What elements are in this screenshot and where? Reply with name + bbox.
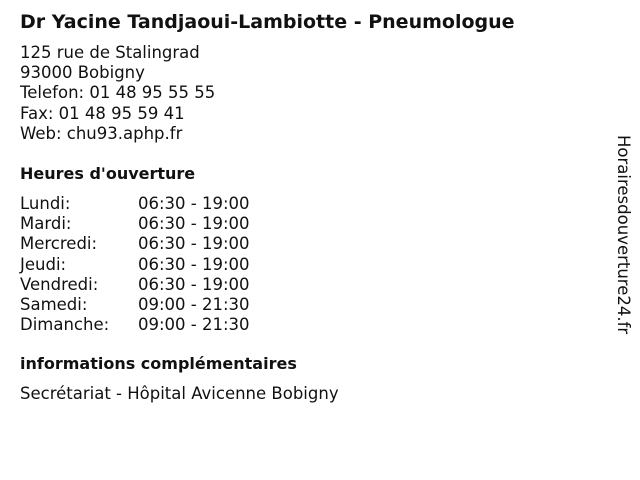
additional-info-text: Secrétariat - Hôpital Avicenne Bobigny	[20, 384, 339, 403]
day-label: Dimanche:	[20, 315, 110, 335]
day-label: Vendredi:	[20, 274, 99, 294]
page-title: Dr Yacine Tandjaoui-Lambiotte - Pneumologue	[20, 11, 515, 33]
phone-number: Telefon: 01 48 95 55 55	[20, 83, 216, 103]
time-range: 06:30 - 19:00	[138, 274, 250, 294]
day-label: Lundi:	[20, 194, 71, 213]
time-range: 06:30 - 19:00	[138, 234, 250, 254]
fax-number: Fax: 01 48 95 59 41	[20, 103, 185, 123]
website-link[interactable]: Web: chu93.aphp.fr	[20, 123, 183, 143]
day-label: Samedi:	[20, 294, 88, 314]
address-city: 93000 Bobigny	[20, 63, 145, 83]
opening-hours-heading: Heures d'ouverture	[20, 164, 196, 183]
additional-info-heading: informations complémentaires	[20, 354, 297, 373]
day-label: Mardi:	[20, 214, 72, 234]
address-street: 125 rue de Stalingrad	[20, 43, 200, 62]
day-label: Jeudi:	[20, 254, 67, 274]
time-range: 06:30 - 19:00	[138, 194, 250, 213]
day-label: Mercredi:	[20, 234, 98, 254]
time-range: 09:00 - 21:30	[138, 315, 250, 335]
time-range: 06:30 - 19:00	[138, 254, 250, 274]
site-watermark: Horairesdouverture24.fr	[614, 135, 633, 335]
time-range: 06:30 - 19:00	[138, 214, 250, 234]
contact-block	[20, 43, 215, 144]
time-range: 09:00 - 21:30	[138, 294, 250, 314]
